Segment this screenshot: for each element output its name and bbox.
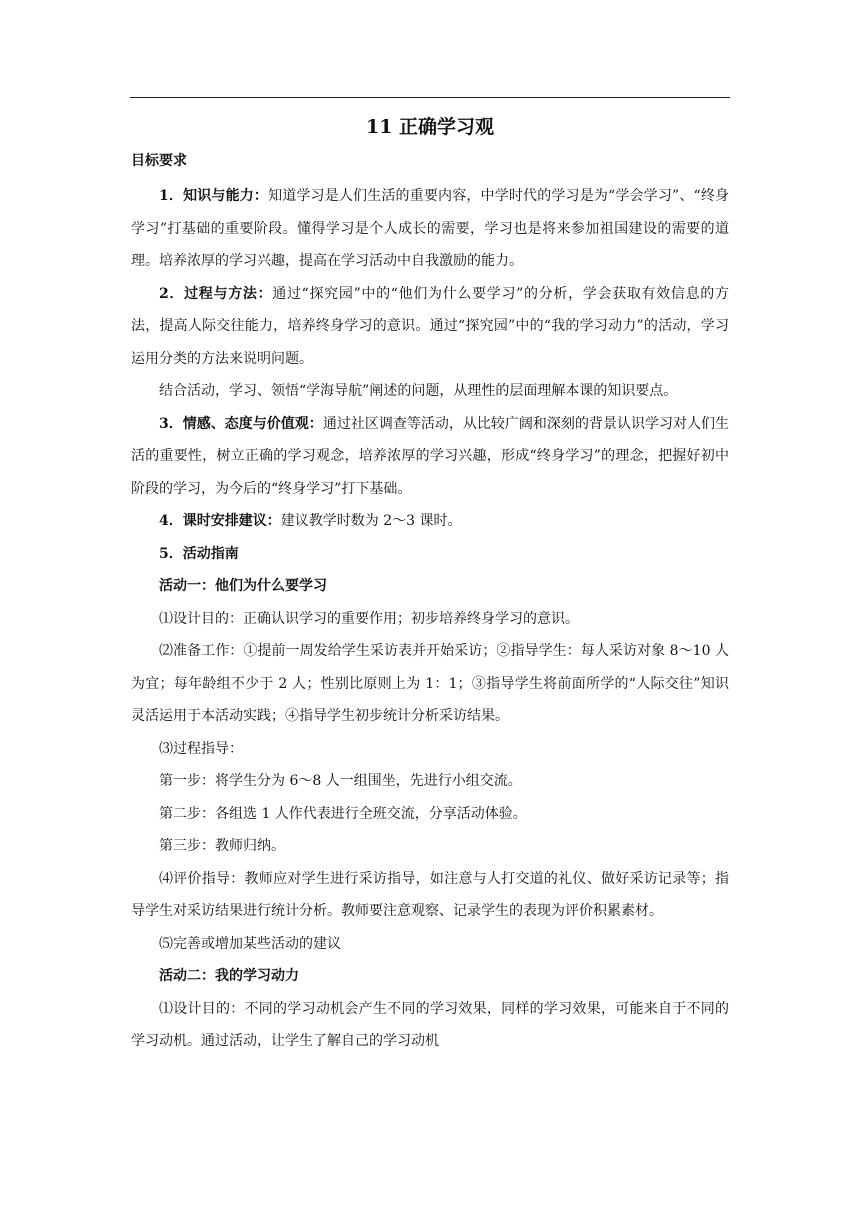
list-item: ⑴设计目的：不同的学习动机会产生不同的学习效果，同样的学习效果，可能来自于不同的学习动机。通过活动，让学生了解自己的学习动机 (131, 1000, 729, 1049)
header-rule (130, 97, 730, 98)
section-heading: 目标要求 (131, 153, 187, 169)
paragraph-activity-guide: 5．活动指南 (159, 545, 239, 562)
paragraph-schedule (131, 505, 729, 538)
paragraph-text: 通过“探究园”中的“他们为什么要学习”的分析，学会获取有效信息的方法，提高人际交往能力，培养终身学习的意识。通过“探究园”中的“我的学习动力”的活动，学习运用分类的方法来说明问题。 (131, 285, 729, 367)
paragraph-emotion (131, 408, 729, 506)
activity-two-heading: 活动二：我的学习动力 (159, 968, 299, 984)
list-item: ⑵准备工作：①提前一周发给学生采访表并开始采访；②指导学生：每人采访对象 8～10 人为宜；每年龄组不少于 2 人；性别比原则上为 1：1；③指导学生将前面所学的“人际交往”知识灵活运用于本活动实践；④指导学生初步统计分析采访结果。 (131, 643, 729, 724)
list-item: 第一步：将学生分为 6～8 人一组围坐，先进行小组交流。 (159, 773, 522, 789)
list-item: ⑷评价指导：教师应对学生进行采访指导，如注意与人打交道的礼仪、做好采访记录等；指导学生对采访结果进行统计分析。教师要注意观察、记录学生的表现为评价积累素材。 (131, 870, 729, 919)
document-body (131, 112, 729, 1058)
paragraph-text: 建议教学时数为 2～3 课时。 (280, 513, 462, 529)
paragraph-combine: 结合活动，学习、领悟“学海导航”阐述的问题，从理性的层面理解本课的知识要点。 (159, 383, 678, 399)
list-item: 第三步：教师归纳。 (159, 838, 285, 854)
list-item: 第二步：各组选 1 人作代表进行全班交流，分享活动体验。 (159, 805, 527, 822)
list-item: ⑸完善或增加某些活动的建议 (159, 935, 341, 952)
paragraph-text: 通过社区调查等活动，从比较广阔和深刻的背景认识学习对人们生活的重要性，树立正确的学习观念，培养浓厚的学习兴趣，形成“终身学习”的理念，把握好初中阶段的学习，为今后的“终身学习”打下基础。 (131, 415, 730, 497)
activity-one-heading: 活动一：他们为什么要学习 (159, 578, 327, 594)
paragraph-label: 3．情感、态度与价值观： (159, 415, 323, 432)
document-title: 11 正确学习观 (365, 116, 495, 138)
list-item: ⑴设计目的：正确认识学习的重要作用；初步培养终身学习的意识。 (159, 610, 579, 627)
paragraph-text: 知道学习是人们生活的重要内容，中学时代的学习是为“学会学习”、“终身学习”打基础的重要阶段。懂得学习是个人成长的需要，学习也是将来参加祖国建设的需要的道理。培养浓厚的学习兴趣，提高在学习活动中自我激励的能力。 (131, 188, 729, 269)
paragraph-label: 1．知识与能力： (159, 188, 269, 204)
paragraph-label: 2．过程与方法： (159, 285, 273, 302)
paragraph-knowledge (131, 180, 729, 278)
paragraph-label: 4．课时安排建议： (159, 513, 281, 529)
paragraph-process (131, 278, 729, 376)
list-item: ⑶过程指导： (159, 740, 243, 757)
